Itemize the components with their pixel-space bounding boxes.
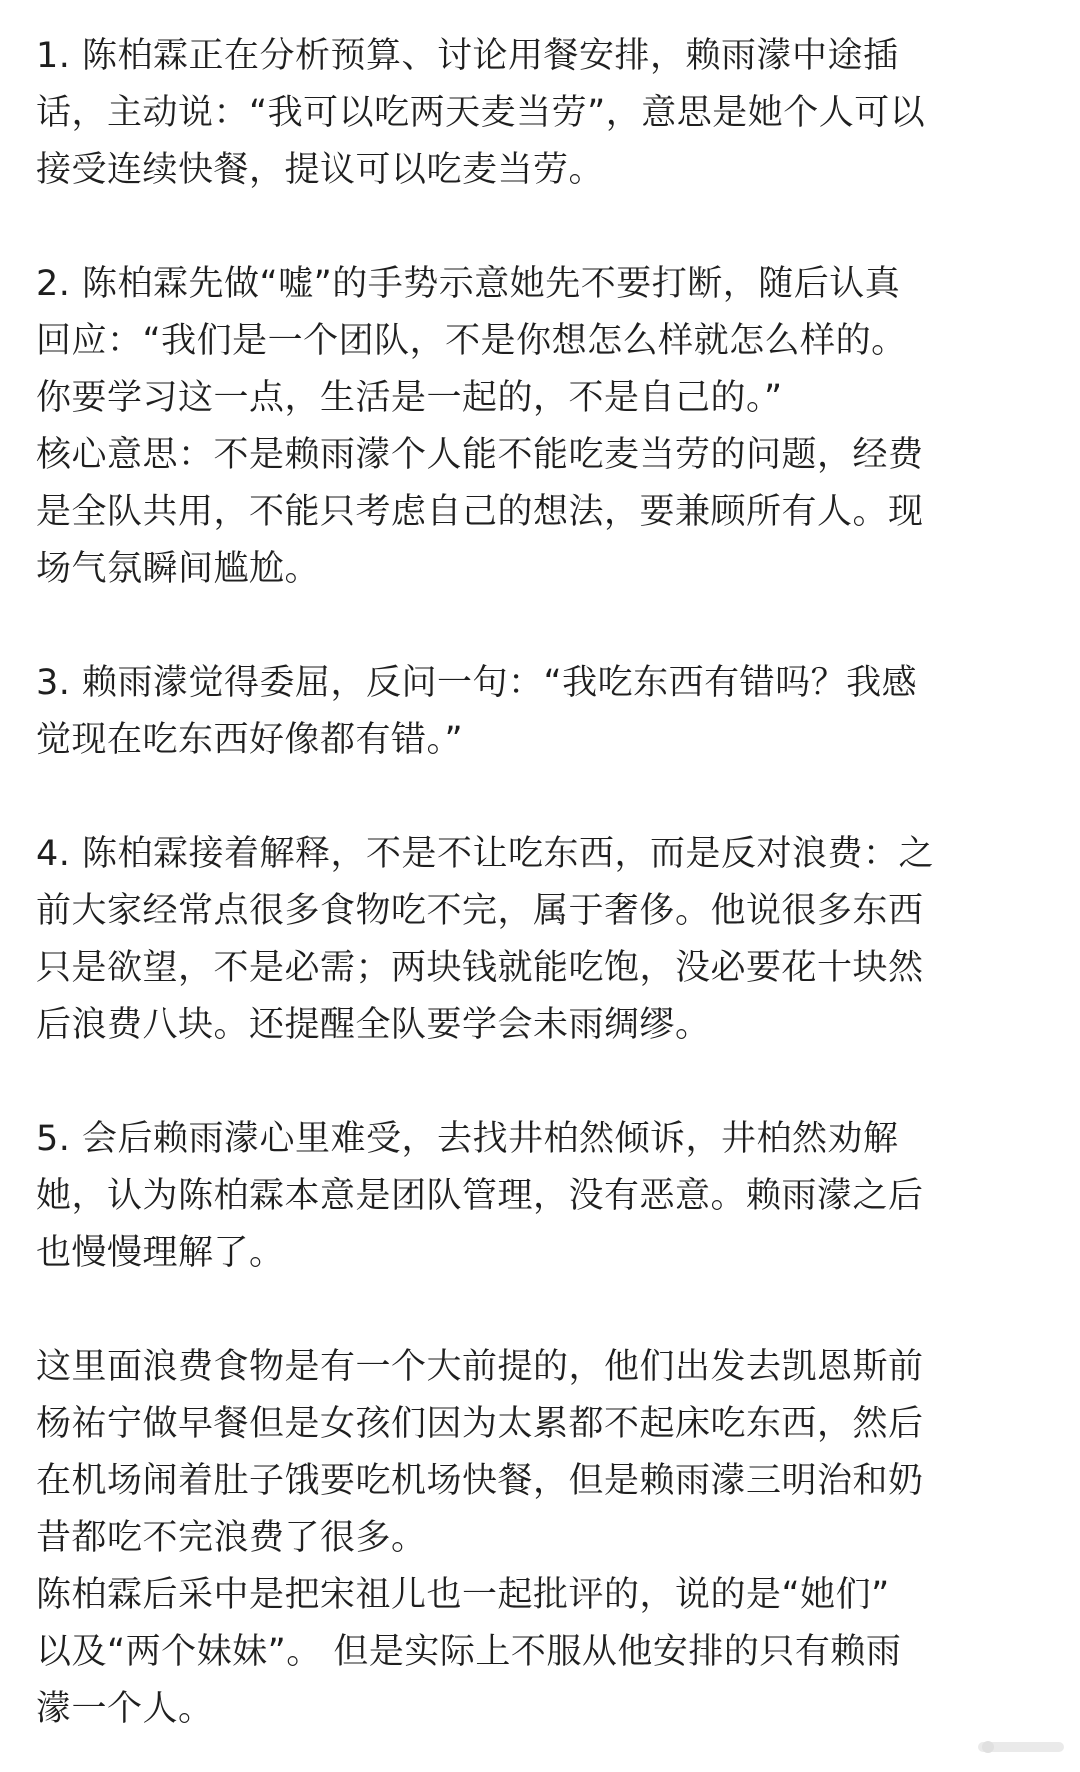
watermark-logo-icon — [970, 1730, 1066, 1764]
text-line: 陈柏霖后采中是把宋祖儿也一起批评的，说的是“她们” — [36, 1575, 890, 1615]
text-line: 杨祐宁做早餐但是女孩们因为太累都不起床吃东西，然后 — [36, 1404, 924, 1444]
text-line: 核心意思：不是赖雨濛个人能不能吃麦当劳的问题，经费 — [36, 435, 924, 475]
paragraph-6 — [36, 1339, 1048, 1738]
text-line: 5. 会后赖雨濛心里难受，去找井柏然倾诉，井柏然劝解 — [36, 1119, 899, 1159]
text-line: 她，认为陈柏霖本意是团队管理，没有恶意。赖雨濛之后 — [36, 1176, 924, 1216]
text-line: 话，主动说：“我可以吃两天麦当劳”，意思是她个人可以 — [36, 93, 926, 133]
text-line: 觉现在吃东西好像都有错。” — [36, 720, 464, 760]
text-line: 前大家经常点很多食物吃不完，属于奢侈。他说很多东西 — [36, 891, 924, 931]
paragraph-5 — [36, 1111, 1048, 1282]
document-body — [36, 28, 1048, 1738]
text-line: 濛一个人。 — [36, 1689, 214, 1729]
text-line: 是全队共用，不能只考虑自己的想法，要兼顾所有人。现 — [36, 492, 924, 532]
text-line: 4. 陈柏霖接着解释，不是不让吃东西，而是反对浪费：之 — [36, 834, 935, 874]
text-line: 1. 陈柏霖正在分析预算、讨论用餐安排，赖雨濛中途插 — [36, 36, 899, 76]
text-line: 只是欲望，不是必需；两块钱就能吃饱，没必要花十块然 — [36, 948, 924, 988]
text-line: 昔都吃不完浪费了很多。 — [36, 1518, 427, 1558]
paragraph-2 — [36, 256, 1048, 598]
text-line: 你要学习这一点，生活是一起的，不是自己的。” — [36, 378, 783, 418]
text-line: 2. 陈柏霖先做“嘘”的手势示意她先不要打断，随后认真 — [36, 264, 901, 304]
paragraph-3 — [36, 655, 1048, 769]
text-line: 后浪费八块。还提醒全队要学会未雨绸缪。 — [36, 1005, 711, 1045]
text-line: 回应：“我们是一个团队，不是你想怎么样就怎么样的。 — [36, 321, 907, 361]
text-line: 这里面浪费食物是有一个大前提的，他们出发去凯恩斯前 — [36, 1347, 924, 1387]
watermark-glyph-icon — [976, 1732, 1066, 1762]
text-line: 3. 赖雨濛觉得委屈，反问一句：“我吃东西有错吗？我感 — [36, 663, 918, 703]
text-line: 以及“两个妹妹”。 但是实际上不服从他安排的只有赖雨 — [36, 1632, 902, 1672]
text-line: 在机场闹着肚子饿要吃机场快餐，但是赖雨濛三明治和奶 — [36, 1461, 924, 1501]
paragraph-4 — [36, 826, 1048, 1054]
text-line: 场气氛瞬间尴尬。 — [36, 549, 321, 589]
text-line: 也慢慢理解了。 — [36, 1233, 285, 1273]
text-line: 接受连续快餐，提议可以吃麦当劳。 — [36, 150, 605, 190]
paragraph-1 — [36, 28, 1048, 199]
